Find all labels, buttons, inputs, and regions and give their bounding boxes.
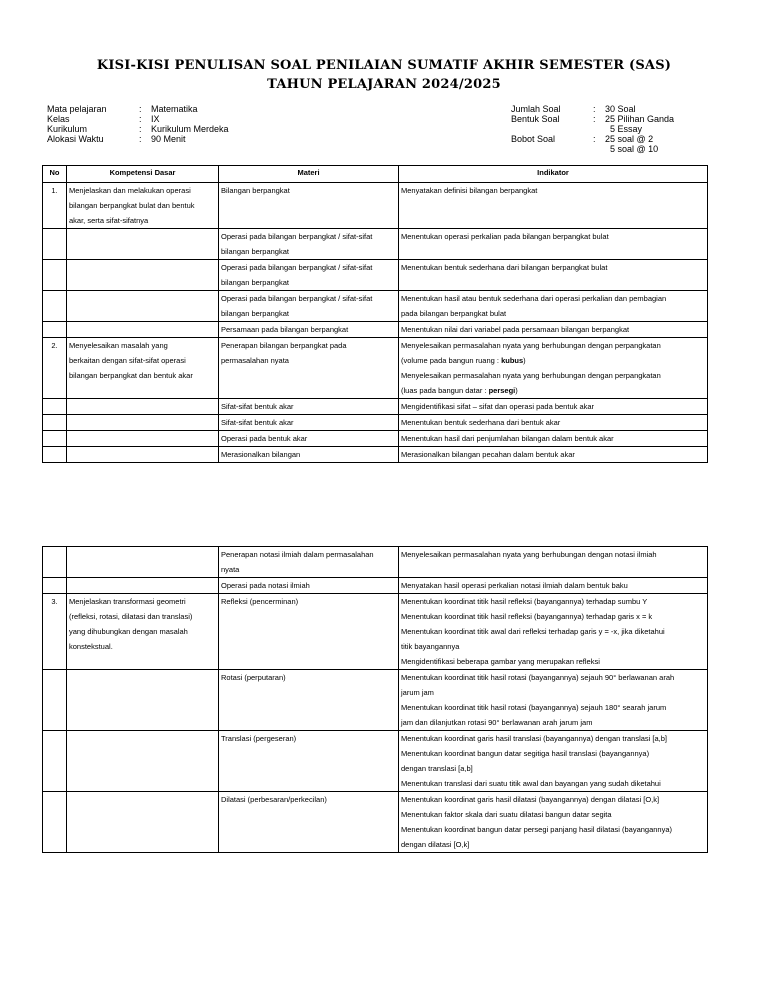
meta-value: 25 Pilihan Ganda (605, 114, 675, 124)
table-row (43, 431, 708, 447)
table-row (43, 670, 708, 731)
header-kompetensi-dasar: Kompetensi Dasar (67, 166, 219, 183)
cell-materi: Persamaan pada bilangan berpangkat (219, 322, 399, 338)
cell-materi: Operasi pada bilangan berpangkat / sifat-sifat bilangan berpangkat (219, 260, 399, 291)
meta-key: Jumlah Soal (511, 104, 561, 114)
table-row (43, 260, 708, 291)
cell-indikator: Menentukan nilai dari variabel pada persamaan bilangan berpangkat (399, 322, 708, 338)
table-row (43, 183, 708, 229)
meta-colon: : (139, 104, 142, 114)
document-title-line1: KISI-KISI PENULISAN SOAL PENILAIAN SUMATIF AKHIR SEMESTER (SAS) (96, 58, 672, 73)
meta-value: Kurikulum Merdeka (151, 124, 229, 134)
cell-indikator: Menyatakan definisi bilangan berpangkat (399, 183, 708, 229)
table-row (43, 447, 708, 463)
cell-indikator: Menentukan operasi perkalian pada bilangan berpangkat bulat (399, 229, 708, 260)
meta-value: 90 Menit (151, 134, 186, 144)
table-row (43, 229, 708, 260)
cell-indikator: Merasionalkan bilangan pecahan dalam bentuk akar (399, 447, 708, 463)
cell-indikator: Menyelesaikan permasalahan nyata yang berhubungan dengan perpangkatan (volume pada bangun ruang : kubus) Menyelesaikan permasalahan nyata yang berhubungan dengan perpangkatan (luas pada bangun datar : persegi) (399, 338, 708, 399)
kisi-kisi-table-part2 (42, 546, 708, 853)
cell-indikator: Menentukan koordinat garis hasil dilatasi (bayangannya) dengan dilatasi [O,k] Menentukan faktor skala dari suatu dilatasi bangun datar segita Menentukan koordinat bangun datar persegi panjang hasil dilatasi (bayangannya) dengan dilatasi [O,k] (399, 792, 708, 853)
cell-materi: Operasi pada bentuk akar (219, 431, 399, 447)
table-row (43, 415, 708, 431)
header-indikator: Indikator (399, 166, 708, 183)
meta-key: Mata pelajaran (47, 104, 107, 114)
meta-colon: : (593, 104, 596, 114)
meta-key: Bentuk Soal (511, 114, 560, 124)
cell-materi: Operasi pada notasi ilmiah (219, 578, 399, 594)
meta-value: IX (151, 114, 160, 124)
cell-materi: Merasionalkan bilangan (219, 447, 399, 463)
cell-indikator: Menentukan koordinat garis hasil translasi (bayangannya) dengan translasi [a,b] Menentukan koordinat bangun datar segitiga hasil translasi (bayangannya) dengan translasi [a,b] Menentukan translasi dari suatu titik awal dan bayangan yang sudah diketahui (399, 731, 708, 792)
cell-no: 1. (43, 183, 67, 229)
cell-indikator: Menentukan hasil atau bentuk sederhana dari operasi perkalian dan pembagian pada bilangan berpangkat bulat (399, 291, 708, 322)
cell-indikator: Menentukan koordinat titik hasil rotasi (bayangannya) sejauh 90° berlawanan arah jarum jam Menentukan koordinat titik hasil rotasi (bayangannya) sejauh 180° searah jarum jam dan dilanjutkan rotasi 90° berlawanan arah jarum jam (399, 670, 708, 731)
cell-kompetensi: Menyelesaikan masalah yang berkaitan dengan sifat-sifat operasi bilangan berpangkat dan bentuk akar (67, 338, 219, 399)
header-no: No (43, 166, 67, 183)
meta-value: Matematika (151, 104, 198, 114)
cell-materi: Refleksi (pencerminan) (219, 594, 399, 670)
meta-colon: : (593, 134, 596, 144)
cell-indikator: Menentukan hasil dari penjumlahan bilangan dalam bentuk akar (399, 431, 708, 447)
meta-key: Kurikulum (47, 124, 88, 134)
table-header-row (43, 166, 708, 183)
meta-key: Kelas (47, 114, 70, 124)
cell-indikator: Menentukan bentuk sederhana dari bentuk akar (399, 415, 708, 431)
cell-indikator: Menentukan koordinat titik hasil refleksi (bayangannya) terhadap sumbu Y Menentukan koordinat titik hasil refleksi (bayangannya) terhadap garis x = k Menentukan koordinat titik awal dari refleksi terhadap garis y = -x, jika diketahui titik bayangannya Mengidentifikasi beberapa gambar yang merupakan refleksi (399, 594, 708, 670)
table-row (43, 792, 708, 853)
meta-left (47, 104, 229, 144)
cell-materi: Operasi pada bilangan berpangkat / sifat-sifat bilangan berpangkat (219, 291, 399, 322)
cell-materi: Operasi pada bilangan berpangkat / sifat-sifat bilangan berpangkat (219, 229, 399, 260)
cell-indikator: Menyelesaikan permasalahan nyata yang berhubungan dengan notasi ilmiah (399, 547, 708, 578)
kisi-kisi-table-part1 (42, 165, 708, 463)
meta-colon: : (139, 114, 142, 124)
cell-indikator: Menentukan bentuk sederhana dari bilangan berpangkat bulat (399, 260, 708, 291)
meta-colon: : (139, 124, 142, 134)
table-row (43, 547, 708, 578)
cell-materi: Penerapan bilangan berpangkat pada permasalahan nyata (219, 338, 399, 399)
cell-materi: Dilatasi (perbesaran/perkecilan) (219, 792, 399, 853)
table-row (43, 322, 708, 338)
meta-colon: : (593, 114, 596, 124)
cell-materi: Translasi (pergeseran) (219, 731, 399, 792)
cell-no: 2. (43, 338, 67, 399)
meta-right (511, 104, 674, 154)
meta-value: 5 soal @ 10 (610, 144, 659, 154)
table-row (43, 578, 708, 594)
table-row (43, 338, 708, 399)
meta-key: Bobot Soal (511, 134, 556, 144)
cell-kompetensi: Menjelaskan transformasi geometri (refleksi, rotasi, dilatasi dan translasi) yang dihubungkan dengan masalah konstekstual. (67, 594, 219, 670)
table-row (43, 399, 708, 415)
cell-no: 3. (43, 594, 67, 670)
meta-key: Alokasi Waktu (47, 134, 104, 144)
table-row (43, 291, 708, 322)
meta-colon: : (139, 134, 142, 144)
table-row (43, 731, 708, 792)
cell-materi: Rotasi (perputaran) (219, 670, 399, 731)
cell-indikator: Mengidentifikasi sifat – sifat dan operasi pada bentuk akar (399, 399, 708, 415)
header-materi: Materi (219, 166, 399, 183)
meta-value: 5 Essay (610, 124, 643, 134)
document-title-line2: TAHUN PELAJARAN 2024/2025 (267, 77, 501, 92)
cell-materi: Bilangan berpangkat (219, 183, 399, 229)
cell-materi: Sifat-sifat bentuk akar (219, 399, 399, 415)
cell-materi: Sifat-sifat bentuk akar (219, 415, 399, 431)
cell-indikator: Menyatakan hasil operasi perkalian notasi ilmiah dalam bentuk baku (399, 578, 708, 594)
meta-value: 25 soal @ 2 (605, 134, 654, 144)
cell-kompetensi: Menjelaskan dan melakukan operasi bilangan berpangkat bulat dan bentuk akar, serta sifat-sifatnya (67, 183, 219, 229)
cell-materi: Penerapan notasi ilmiah dalam permasalahan nyata (219, 547, 399, 578)
meta-value: 30 Soal (605, 104, 636, 114)
table-row (43, 594, 708, 670)
